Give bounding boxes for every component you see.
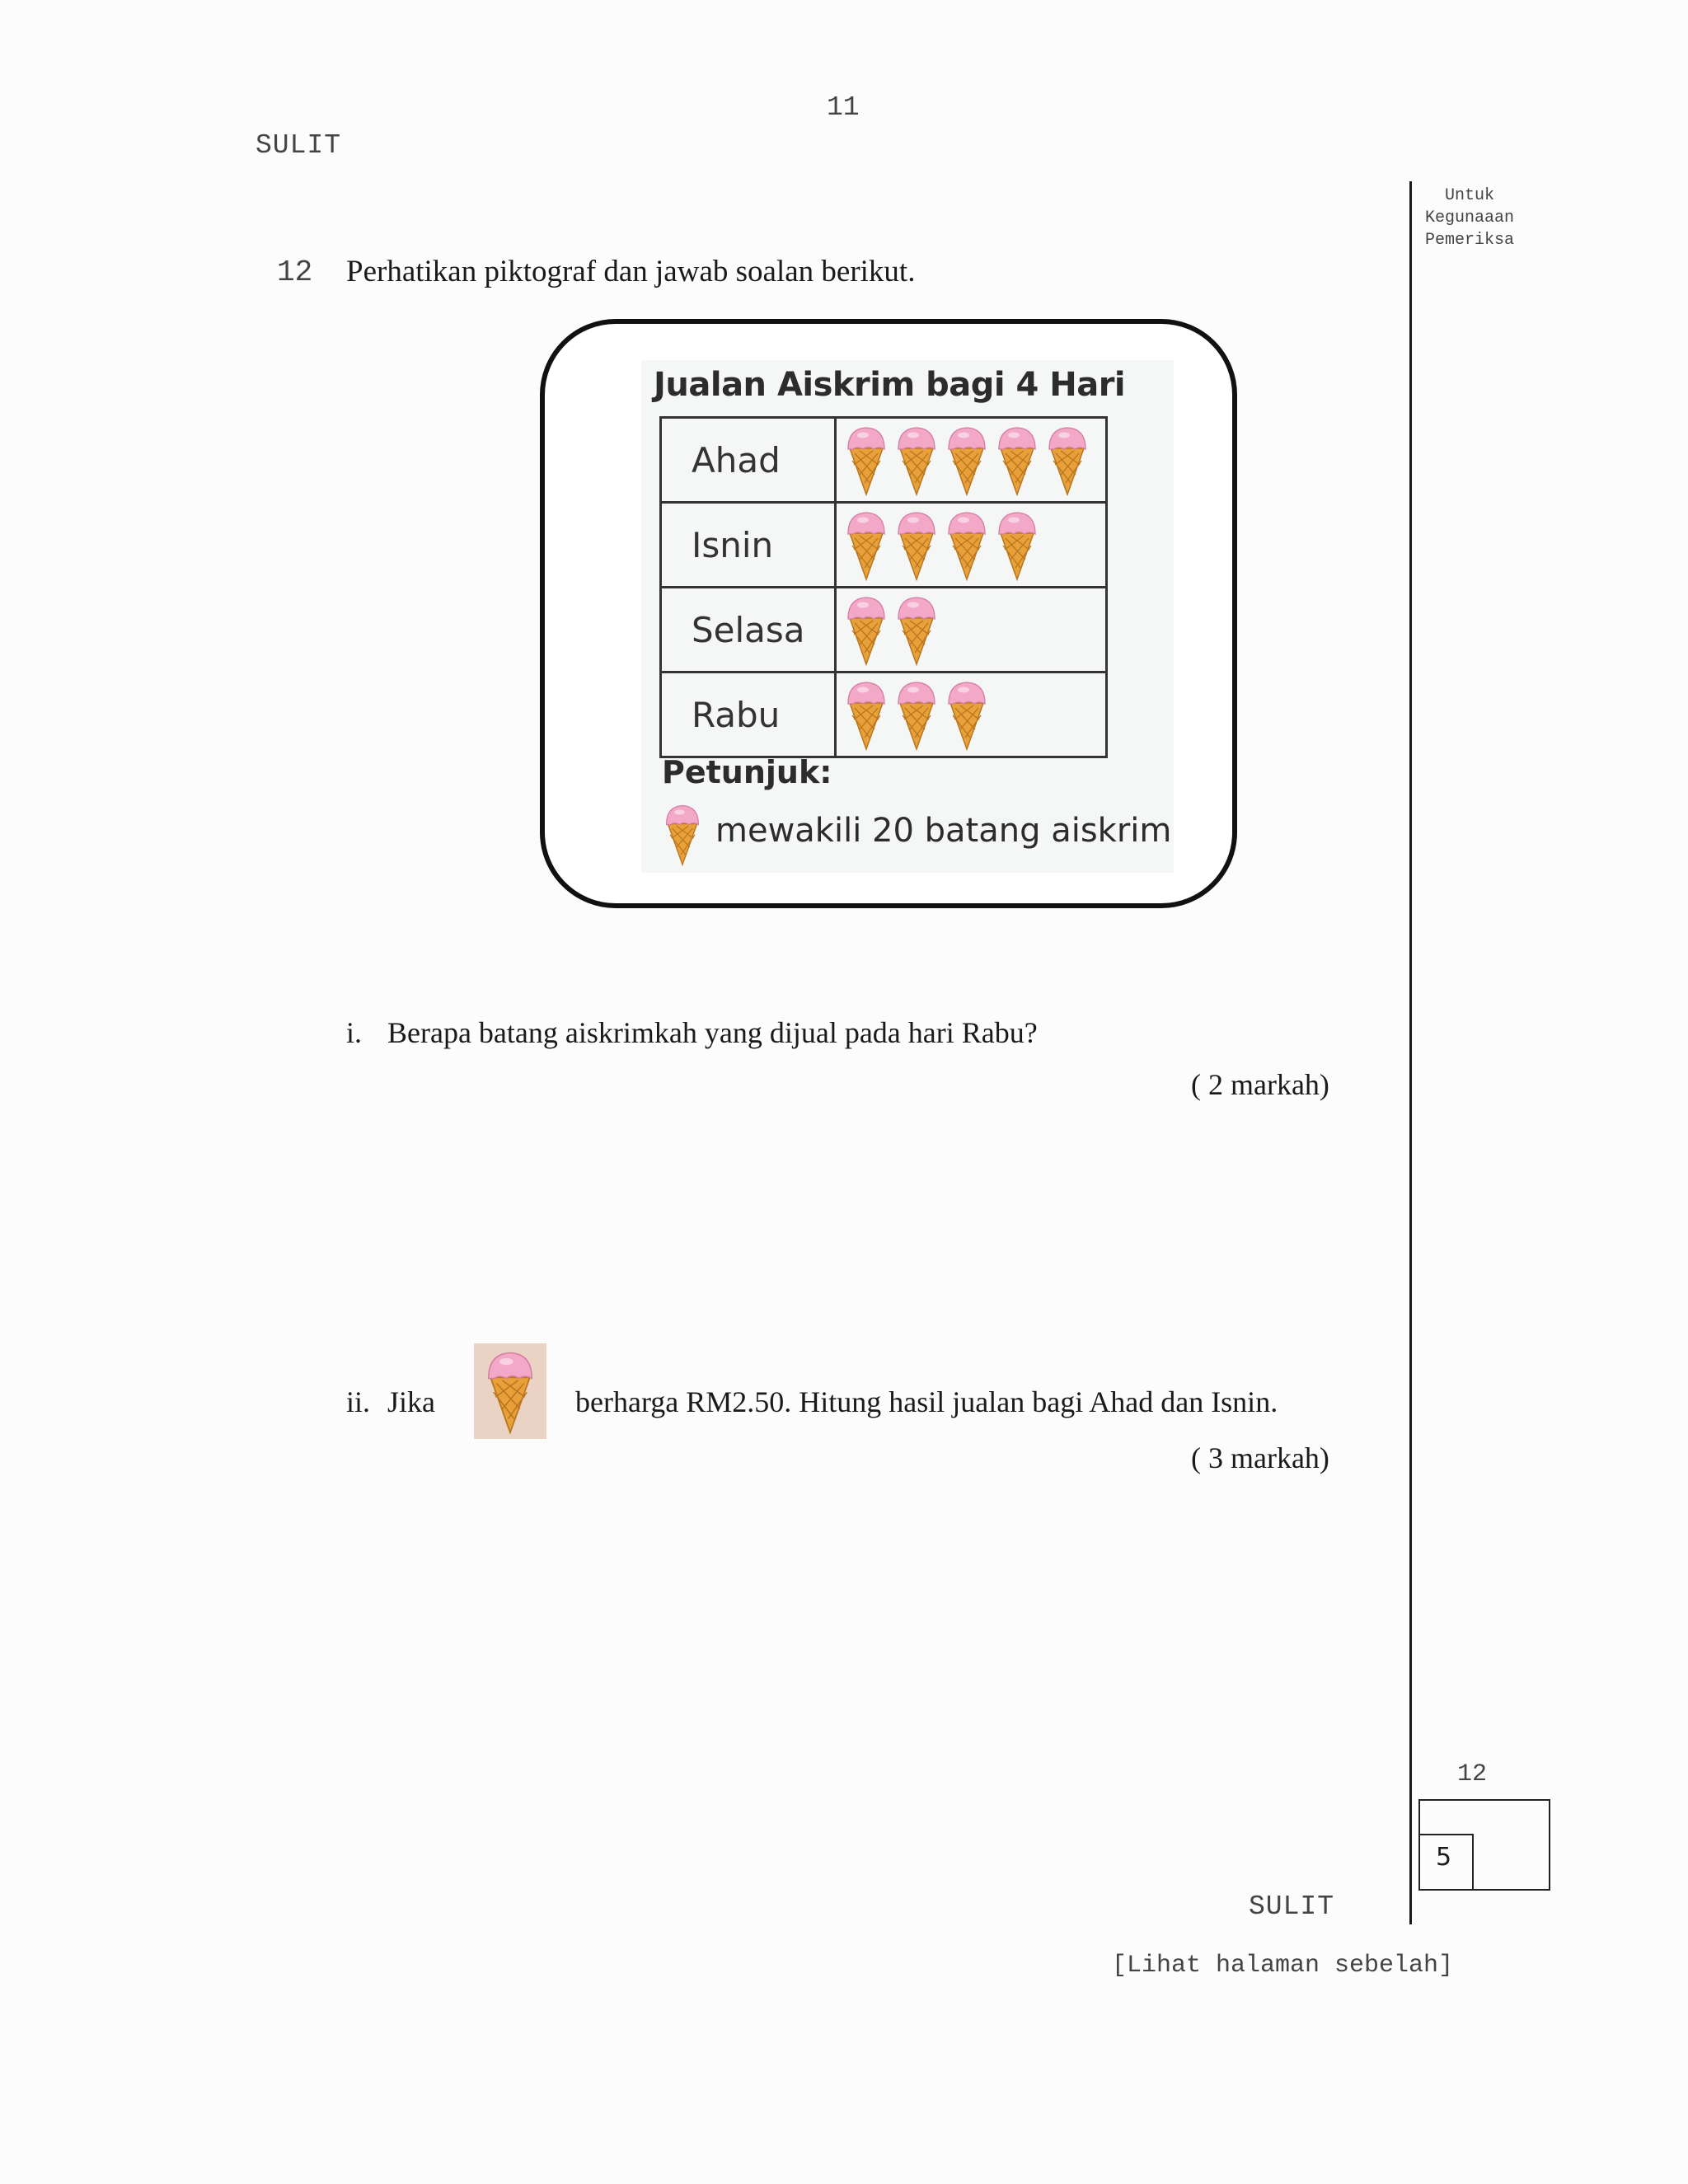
score-box-max-marks: 5 (1436, 1843, 1452, 1872)
pictograph-row (661, 588, 1107, 673)
pictograph-row (661, 673, 1107, 757)
ice-cream-cone-icon (945, 509, 988, 581)
ice-cream-cone-icon (845, 509, 888, 581)
pictograph-day-label: Rabu (661, 673, 836, 757)
ice-cream-cone-icon (895, 678, 938, 751)
question-number: 12 (277, 255, 313, 289)
examiner-use-note (1416, 185, 1523, 251)
pictograph-day-label: Ahad (661, 418, 836, 503)
score-box-question-number: 12 (1457, 1760, 1488, 1788)
ice-cream-cone-icon (1046, 424, 1089, 496)
classification-label-top: SULIT (256, 130, 342, 161)
pictograph-key-title: Petunjuk: (662, 754, 832, 790)
pictograph-icons-cell (836, 673, 1107, 757)
ice-cream-cone-icon (474, 1343, 546, 1439)
ice-cream-cone-icon (996, 424, 1039, 496)
part-ii-text-after: berharga RM2.50. Hitung hasil jualan bagi Ahad dan Isnin. (575, 1385, 1278, 1418)
ice-cream-cone-icon (845, 593, 888, 666)
pictograph-title: Jualan Aiskrim bagi 4 Hari (654, 366, 1126, 404)
examiner-margin-line (1409, 181, 1412, 1924)
question-prompt: Perhatikan piktograf dan jawab soalan berikut. (346, 255, 916, 288)
ice-cream-cone-icon (895, 509, 938, 581)
pictograph-row (661, 418, 1107, 503)
part-ii-number: ii. (346, 1385, 371, 1418)
part-ii-marks: ( 3 markah) (1191, 1441, 1329, 1474)
examiner-note-line: Kegunaaan (1424, 209, 1515, 227)
classification-label-bottom: SULIT (1249, 1891, 1335, 1922)
ice-cream-cone-icon (845, 678, 888, 751)
ice-cream-cone-icon (845, 424, 888, 496)
part-i-question: Berapa batang aiskrimkah yang dijual pada hari Rabu? (387, 1016, 1038, 1049)
ice-cream-cone-icon (663, 796, 701, 872)
pictograph-day-label: Isnin (661, 503, 836, 588)
part-i-marks: ( 2 markah) (1191, 1068, 1329, 1101)
pictograph-key-text: mewakili 20 batang aiskrim (715, 812, 1172, 850)
pictograph-table (659, 416, 1108, 758)
next-page-note: [Lihat halaman sebelah] (1112, 1952, 1454, 1980)
examiner-note-line: Pemeriksa (1424, 231, 1515, 250)
pictograph-day-label: Selasa (661, 588, 836, 673)
pictograph-icons-cell (836, 503, 1107, 588)
pictograph-icons-cell (836, 588, 1107, 673)
pictograph-row (661, 503, 1107, 588)
pictograph-icons-cell (836, 418, 1107, 503)
examiner-note-line: Untuk (1444, 186, 1494, 205)
ice-cream-cone-icon (895, 424, 938, 496)
part-i-number: i. (346, 1016, 363, 1049)
ice-cream-cone-icon (945, 678, 988, 751)
part-ii-text-before: Jika (387, 1385, 435, 1418)
ice-cream-cone-icon (996, 509, 1039, 581)
ice-cream-cone-icon (945, 424, 988, 496)
ice-cream-cone-icon (895, 593, 938, 666)
page-number: 11 (827, 92, 860, 123)
